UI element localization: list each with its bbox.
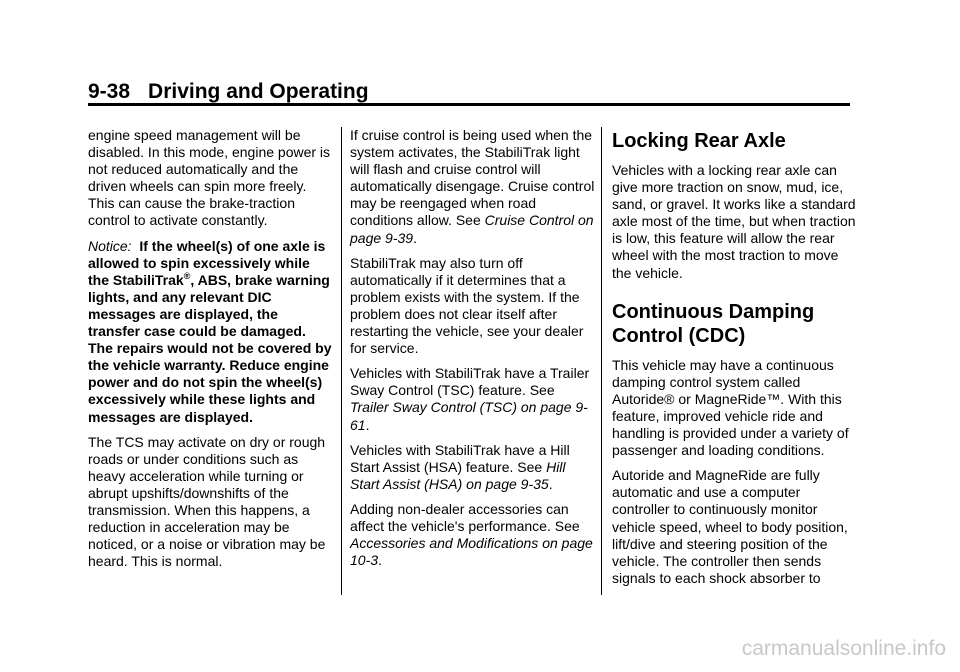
column-2 (350, 127, 595, 577)
page-number: 9-38 (88, 80, 131, 103)
period: . (378, 552, 382, 569)
notice-paragraph (88, 238, 333, 426)
notice-text-a: If the wheel(s) of one axle is allowed to spin excessively while the StabiliTrak (88, 237, 326, 288)
accessories-text: Adding non-dealer accessories can affect the vehicle's performance. See (350, 500, 580, 534)
hsa-text: Vehicles with StabiliTrak have a Hill Start Assist (HSA) feature. See (350, 441, 570, 475)
cruise-text: If cruise control is being used when the system activates, the StabiliTrak light will flash and cruise control will automatically disengage. Cruise control may be reengaged when road conditions allow. See (350, 127, 595, 229)
paragraph-accessories (350, 501, 595, 569)
xref-hill-start[interactable]: Hill Start Assist (HSA) on page 9-35 (350, 458, 566, 492)
xref-trailer-sway[interactable]: Trailer Sway Control (TSC) on page 9-61 (350, 399, 588, 433)
xref-cruise-control[interactable]: Cruise Control on page 9-39 (350, 212, 594, 246)
paragraph-tcs: The TCS may activate on dry or rough roads or under conditions such as heavy acceleration while turning or abrupt upshifts/downshifts of the transmission. When this happens, a reduction in acceleration may be noticed, or a noise or vibration may be heard. This is normal. (88, 433, 326, 570)
xref-accessories[interactable]: Accessories and Modifications on page 10-3 (350, 535, 593, 569)
tsc-text: Vehicles with StabiliTrak have a Trailer Sway Control (TSC) feature. See (350, 365, 590, 399)
page-header (88, 80, 369, 104)
column-3 (612, 127, 857, 595)
paragraph-cdc: This vehicle may have a continuous damping control system called Autoride® or MagneRide™. With this feature, improved vehicle ride and handling is provided under a variety of passenger and loading conditions. (612, 356, 849, 459)
notice-text-b: , ABS, brake warning lights, and any relevant DIC messages are displayed, the transfer case could be damaged. The repairs would not be covered by the vehicle warranty. Reduce engine power and do not spin the wheel(s) excessively while these lights and messages are displayed. (88, 271, 332, 425)
column-1 (88, 127, 333, 578)
column-divider-1 (341, 127, 342, 595)
watermark: carmanualsonline.info (741, 637, 946, 660)
heading-cdc: Continuous Damping Control (CDC) (612, 300, 815, 347)
period: . (413, 229, 417, 246)
paragraph-autoride: Autoride and MagneRide are fully automatic and use a computer controller to continuously monitor vehicle speed, wheel to body position, lift/dive and steering position of the vehicle. The controller then sends signals to each shock absorber to (612, 467, 848, 586)
paragraph-auto-off: StabiliTrak may also turn off automatically if it determines that a problem exists with the system. If the problem does not clear itself after restarting the vehicle, see your dealer for service. (350, 254, 584, 357)
paragraph-speed-management: engine speed management will be disabled. In this mode, engine power is not reduced automatically and the driven wheels can spin more freely. This can cause the brake-traction control to activate constantly. (88, 127, 331, 229)
paragraph-hsa (350, 442, 595, 493)
period: . (548, 475, 553, 492)
notice-label: Notice: (88, 237, 132, 254)
paragraph-cruise (350, 127, 595, 247)
heading-locking-rear-axle: Locking Rear Axle (612, 130, 786, 152)
section-title: Driving and Operating (148, 80, 369, 103)
column-divider-2 (601, 127, 602, 595)
registered-mark: ® (183, 270, 191, 281)
header-rule (88, 103, 850, 106)
period: . (365, 416, 370, 433)
paragraph-tsc (350, 365, 595, 433)
paragraph-locking-axle: Vehicles with a locking rear axle can give more traction on snow, mud, ice, sand, or gravel. It works like a standard axle most of the time, but when traction is low, this feature will allow the rear wheel with the most traction to move the vehicle. (612, 162, 856, 281)
